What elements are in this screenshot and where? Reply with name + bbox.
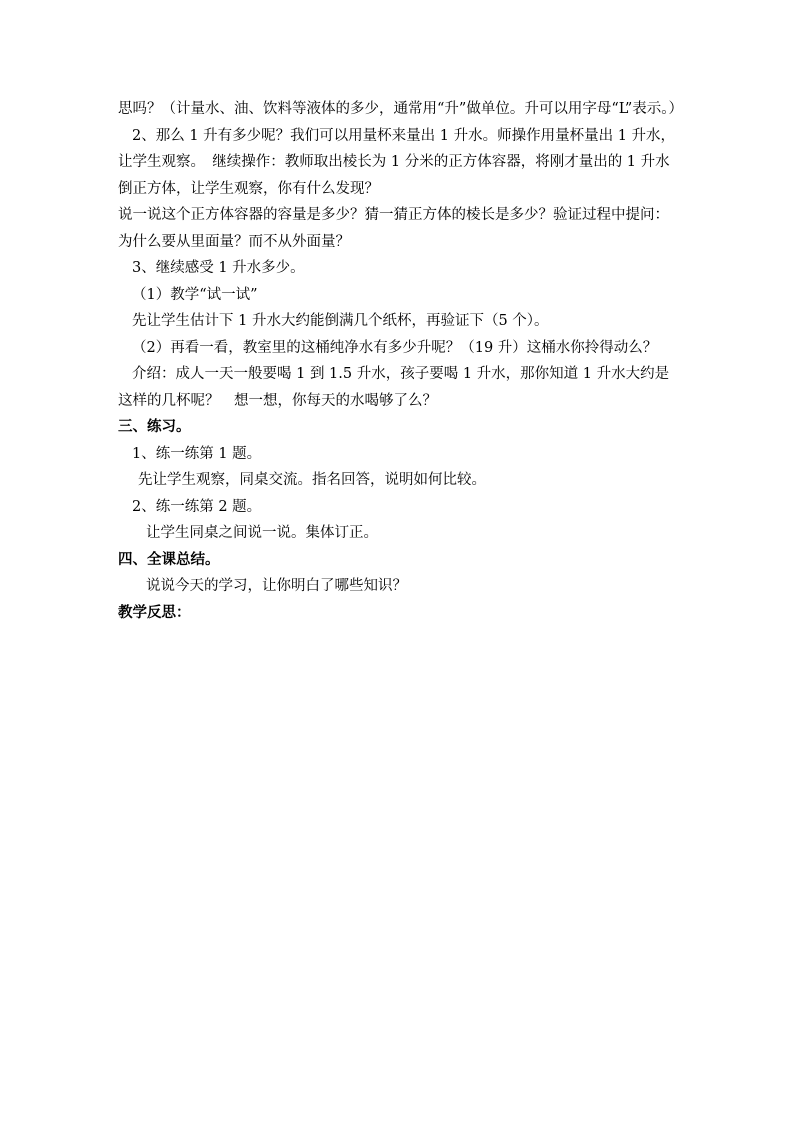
paragraph-estimate-cups: 先让学生估计下 1 升水大约能倒满几个纸杯，再验证下（5 个）。 xyxy=(132,313,549,329)
paragraph-water-bucket: （2）再看一看，教室里的这桶纯净水有多少升呢？（19 升）这桶水你拎得动么？ xyxy=(132,339,658,356)
paragraph-daily-water: 介绍：成人一天一般要喝 1 到 1.5 升水，孩子要喝 1 升水，那你知道 1 升水大约是这样的几杯呢？ 想一想，你每天的水喝够了么？ xyxy=(118,366,670,409)
paragraph-exercise-2-detail: 让学生同桌之间说一说。集体订正。 xyxy=(146,525,378,541)
paragraph-exercise-1-detail: 先让学生观察，同桌交流。指名回答，说明如何比较。 xyxy=(138,472,486,488)
document-body xyxy=(118,96,684,626)
paragraph-discussion: 说一说这个正方体容器的容量是多少？猜一猜正方体的棱长是多少？验证过程中提问：为什么要从里面量？而不从外面量？ xyxy=(118,207,669,250)
paragraph-exercise-2: 2、练一练第 2 题。 xyxy=(132,498,262,515)
heading-summary: 四、全课总结。 xyxy=(118,550,220,568)
heading-reflection: 教学反思： xyxy=(118,603,191,621)
paragraph-step-2: 2、那么 1 升有多少呢？我们可以用量杯来量出 1 升水。师操作用量杯量出 1 升水，让学生观察。 继续操作：教师取出棱长为 1 分米的正方体容器，将刚才量出的 1 升水倒正方体，让学生观察，你有什么发现？ xyxy=(118,127,676,197)
paragraph-liquid-unit: 思吗？（计量水、油、饮料等液体的多少，通常用“升”做单位。升可以用字母“L”表示。） xyxy=(118,101,684,117)
heading-practice: 三、练习。 xyxy=(118,418,191,435)
paragraph-step-3: 3、继续感受 1 升水多少。 xyxy=(132,260,305,276)
paragraph-exercise-1: 1、练一练第 1 题。 xyxy=(132,445,262,462)
paragraph-try-it: （1）教学“试一试” xyxy=(132,286,258,303)
paragraph-summary-question: 说说今天的学习，让你明白了哪些知识？ xyxy=(146,578,407,594)
